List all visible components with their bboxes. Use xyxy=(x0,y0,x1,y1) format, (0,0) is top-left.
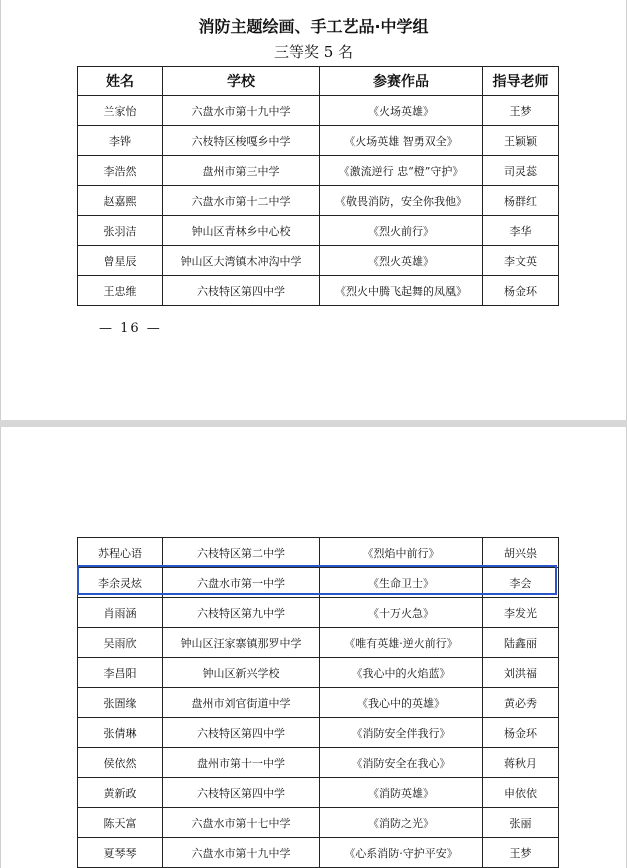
award-table-1 xyxy=(77,66,559,306)
cell-teacher: 王颖颖 xyxy=(483,126,559,156)
cell-name: 兰家怡 xyxy=(78,96,163,126)
cell-name: 张倩琳 xyxy=(78,718,163,748)
cell-school: 盘州市第三中学 xyxy=(163,156,320,186)
cell-school: 钟山区大湾镇木冲沟中学 xyxy=(163,246,320,276)
cell-school: 钟山区青林乡中心校 xyxy=(163,216,320,246)
cell-name: 李铧 xyxy=(78,126,163,156)
table-row xyxy=(78,748,559,778)
award-table-2 xyxy=(77,537,559,868)
cell-work: 《消防之光》 xyxy=(320,808,483,838)
cell-teacher: 杨金环 xyxy=(483,718,559,748)
cell-teacher: 蒋秋月 xyxy=(483,748,559,778)
header-teacher: 指导老师 xyxy=(483,67,559,96)
table-row xyxy=(78,598,559,628)
cell-school: 六枝特区第二中学 xyxy=(163,538,320,568)
table-row xyxy=(78,96,559,126)
table-row xyxy=(78,688,559,718)
cell-name: 张羽洁 xyxy=(78,216,163,246)
cell-name: 李浩然 xyxy=(78,156,163,186)
cell-school: 六枝特区第四中学 xyxy=(163,718,320,748)
table-row xyxy=(78,628,559,658)
cell-work: 《烈火英雄》 xyxy=(320,246,483,276)
table-row xyxy=(78,186,559,216)
cell-teacher: 司灵蕊 xyxy=(483,156,559,186)
cell-name: 陈天富 xyxy=(78,808,163,838)
cell-work: 《我心中的英雄》 xyxy=(320,688,483,718)
cell-name: 李余灵炫 xyxy=(78,568,163,598)
cell-school: 六枝特区第四中学 xyxy=(163,276,320,306)
cell-name: 李昌阳 xyxy=(78,658,163,688)
cell-teacher: 刘洪福 xyxy=(483,658,559,688)
cell-name: 吴雨欣 xyxy=(78,628,163,658)
cell-work: 《我心中的火焰蓝》 xyxy=(320,658,483,688)
header-name: 姓名 xyxy=(78,67,163,96)
cell-teacher: 杨群红 xyxy=(483,186,559,216)
cell-teacher: 张丽 xyxy=(483,808,559,838)
cell-school: 六盘水市第一中学 xyxy=(163,568,320,598)
header-school: 学校 xyxy=(163,67,320,96)
cell-work: 《消防英雄》 xyxy=(320,778,483,808)
cell-work: 《心系消防·守护平安》 xyxy=(320,838,483,868)
document-page-1 xyxy=(0,0,627,420)
cell-school: 六盘水市第十七中学 xyxy=(163,808,320,838)
cell-name: 夏琴琴 xyxy=(78,838,163,868)
cell-school: 六盘水市第十九中学 xyxy=(163,96,320,126)
cell-work: 《消防安全在我心》 xyxy=(320,748,483,778)
cell-teacher: 王梦 xyxy=(483,838,559,868)
cell-name: 侯依然 xyxy=(78,748,163,778)
cell-work: 《消防安全伴我行》 xyxy=(320,718,483,748)
cell-work: 《火场英雄》 xyxy=(320,96,483,126)
cell-teacher: 杨金环 xyxy=(483,276,559,306)
header-work: 参赛作品 xyxy=(320,67,483,96)
cell-work: 《敬畏消防，安全你我他》 xyxy=(320,186,483,216)
cell-work: 《生命卫士》 xyxy=(320,568,483,598)
table-header-row xyxy=(78,67,559,96)
table-row xyxy=(78,718,559,748)
cell-name: 张圄缘 xyxy=(78,688,163,718)
cell-teacher: 申依依 xyxy=(483,778,559,808)
table-row xyxy=(78,276,559,306)
document-page-2 xyxy=(0,427,627,868)
cell-teacher: 李文英 xyxy=(483,246,559,276)
cell-school: 六盘水市第十九中学 xyxy=(163,838,320,868)
table-row xyxy=(78,246,559,276)
table-row xyxy=(78,216,559,246)
cell-teacher: 黄必秀 xyxy=(483,688,559,718)
cell-teacher: 王梦 xyxy=(483,96,559,126)
cell-school: 钟山区新兴学校 xyxy=(163,658,320,688)
cell-teacher: 李华 xyxy=(483,216,559,246)
cell-name: 王忠维 xyxy=(78,276,163,306)
cell-school: 六枝特区第九中学 xyxy=(163,598,320,628)
cell-name: 苏程心语 xyxy=(78,538,163,568)
table-row xyxy=(78,838,559,868)
cell-school: 盘州市刘官街道中学 xyxy=(163,688,320,718)
cell-work: 《烈焰中前行》 xyxy=(320,538,483,568)
cell-teacher: 李发光 xyxy=(483,598,559,628)
cell-name: 肖雨涵 xyxy=(78,598,163,628)
cell-school: 六枝特区梭嘎乡中学 xyxy=(163,126,320,156)
cell-name: 黄新政 xyxy=(78,778,163,808)
cell-work: 《火场英雄 智勇双全》 xyxy=(320,126,483,156)
table-row xyxy=(78,568,559,598)
table-row xyxy=(78,156,559,186)
cell-school: 六盘水市第十二中学 xyxy=(163,186,320,216)
table-row xyxy=(78,778,559,808)
cell-teacher: 李会 xyxy=(483,568,559,598)
table-row xyxy=(78,126,559,156)
cell-school: 钟山区汪家寨镇那罗中学 xyxy=(163,628,320,658)
cell-teacher: 陆鑫丽 xyxy=(483,628,559,658)
cell-name: 曾星辰 xyxy=(78,246,163,276)
cell-work: 《十万火急》 xyxy=(320,598,483,628)
page-number: — 16 — xyxy=(99,321,162,336)
table-row xyxy=(78,538,559,568)
award-subtitle: 三等奖 5 名 xyxy=(273,43,354,61)
cell-name: 赵嘉熙 xyxy=(78,186,163,216)
document-title: 消防主题绘画、手工艺品·中学组 xyxy=(198,17,429,36)
cell-teacher: 胡兴祟 xyxy=(483,538,559,568)
table-row xyxy=(78,808,559,838)
cell-work: 《唯有英雄·逆火前行》 xyxy=(320,628,483,658)
cell-work: 《激流逆行 忠“橙”守护》 xyxy=(320,156,483,186)
table-row xyxy=(78,658,559,688)
cell-work: 《烈火中腾飞起舞的凤凰》 xyxy=(320,276,483,306)
cell-work: 《烈火前行》 xyxy=(320,216,483,246)
cell-school: 盘州市第十一中学 xyxy=(163,748,320,778)
cell-school: 六枝特区第四中学 xyxy=(163,778,320,808)
